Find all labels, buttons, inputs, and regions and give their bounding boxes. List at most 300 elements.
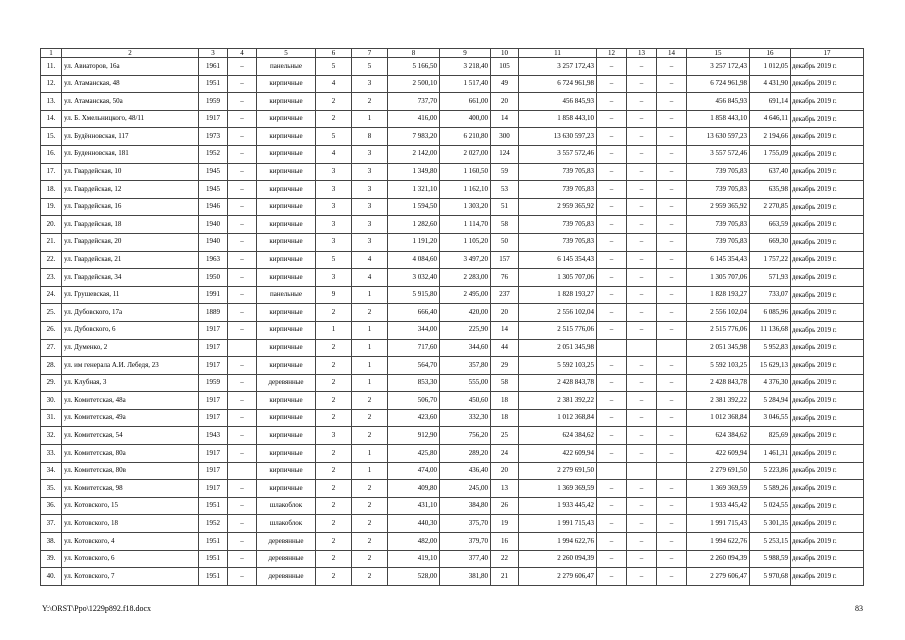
col-14-cell: – — [657, 409, 687, 427]
deadline-cell: декабрь 2019 г. — [791, 251, 864, 269]
header-row — [41, 49, 864, 58]
cost-per-sqm-cell: 5 223,86 — [750, 462, 791, 480]
col-13-cell: – — [627, 163, 657, 181]
entrances-cell: 5 — [352, 58, 388, 76]
col-4-cell: – — [228, 550, 257, 568]
floors-cell: 2 — [316, 304, 352, 322]
deadline-cell: декабрь 2019 г. — [791, 93, 864, 111]
wall-material-cell: кирпичные — [257, 93, 316, 111]
document-file-path: Y:\ORST\Ppo\1229p892.f18.docx — [42, 604, 152, 613]
col-14-cell — [657, 339, 687, 357]
entrances-cell: 1 — [352, 110, 388, 128]
wall-material-cell: кирпичные — [257, 321, 316, 339]
col-12-cell: – — [597, 163, 627, 181]
residents-cell: 14 — [491, 110, 519, 128]
year-built-cell: 1917 — [199, 445, 228, 463]
table-row — [41, 480, 864, 498]
col-12-cell: – — [597, 145, 627, 163]
col-4-cell: – — [228, 497, 257, 515]
row-number-cell: 29. — [41, 374, 62, 392]
wall-material-cell: кирпичные — [257, 339, 316, 357]
column-number-header: 12 — [597, 49, 627, 58]
address-cell: ул. Будённовская, 117 — [62, 128, 199, 146]
table-row — [41, 233, 864, 251]
year-built-cell: 1917 — [199, 357, 228, 375]
cost-col-15-cell: 739 705,83 — [687, 233, 750, 251]
wall-material-cell: кирпичные — [257, 110, 316, 128]
col-14-cell: – — [657, 233, 687, 251]
col-4-cell: – — [228, 445, 257, 463]
address-cell: ул. Комитетская, 98 — [62, 480, 199, 498]
floors-cell: 2 — [316, 409, 352, 427]
living-area-cell: 555,00 — [440, 374, 491, 392]
floors-cell: 2 — [316, 497, 352, 515]
table-row — [41, 251, 864, 269]
living-area-cell: 450,60 — [440, 392, 491, 410]
table-row — [41, 93, 864, 111]
col-14-cell: – — [657, 181, 687, 199]
deadline-cell: декабрь 2019 г. — [791, 497, 864, 515]
col-14-cell: – — [657, 427, 687, 445]
total-area-cell: 853,30 — [388, 374, 440, 392]
cost-per-sqm-cell: 3 046,55 — [750, 409, 791, 427]
cost-per-sqm-cell: 11 136,68 — [750, 321, 791, 339]
col-12-cell: – — [597, 75, 627, 93]
cost-per-sqm-cell: 733,07 — [750, 286, 791, 304]
col-4-cell: – — [228, 181, 257, 199]
cost-col-15-cell: 1 858 443,10 — [687, 110, 750, 128]
total-cost-cell: 1 991 715,43 — [519, 515, 597, 533]
cost-per-sqm-cell: 4 646,11 — [750, 110, 791, 128]
residents-cell: 44 — [491, 339, 519, 357]
cost-col-15-cell: 1 933 445,42 — [687, 497, 750, 515]
floors-cell: 3 — [316, 269, 352, 287]
floors-cell: 2 — [316, 445, 352, 463]
table-row — [41, 374, 864, 392]
address-cell: ул. Гвардейская, 34 — [62, 269, 199, 287]
cost-col-15-cell: 5 592 103,25 — [687, 357, 750, 375]
total-cost-cell: 456 845,93 — [519, 93, 597, 111]
deadline-cell: декабрь 2019 г. — [791, 462, 864, 480]
column-number-header: 17 — [791, 49, 864, 58]
col-12-cell — [597, 339, 627, 357]
residents-cell: 24 — [491, 445, 519, 463]
row-number-cell: 16. — [41, 145, 62, 163]
living-area-cell: 1 517,40 — [440, 75, 491, 93]
col-12-cell: – — [597, 304, 627, 322]
total-cost-cell: 3 557 572,46 — [519, 145, 597, 163]
floors-cell: 2 — [316, 374, 352, 392]
cost-per-sqm-cell: 5 952,83 — [750, 339, 791, 357]
col-12-cell: – — [597, 550, 627, 568]
cost-col-15-cell: 3 557 572,46 — [687, 145, 750, 163]
address-cell: ул. Б. Хмельницкого, 48/11 — [62, 110, 199, 128]
entrances-cell: 2 — [352, 550, 388, 568]
col-13-cell: – — [627, 58, 657, 76]
col-13-cell — [627, 462, 657, 480]
deadline-cell: декабрь 2019 г. — [791, 409, 864, 427]
page-number: 83 — [855, 604, 863, 613]
col-4-cell: – — [228, 75, 257, 93]
living-area-cell: 344,60 — [440, 339, 491, 357]
col-4-cell: – — [228, 374, 257, 392]
living-area-cell: 332,30 — [440, 409, 491, 427]
column-number-header: 15 — [687, 49, 750, 58]
col-13-cell: – — [627, 427, 657, 445]
residents-cell: 300 — [491, 128, 519, 146]
table-row — [41, 357, 864, 375]
total-cost-cell: 1 012 368,84 — [519, 409, 597, 427]
year-built-cell: 1952 — [199, 515, 228, 533]
col-13-cell: – — [627, 392, 657, 410]
col-4-cell: – — [228, 515, 257, 533]
floors-cell: 2 — [316, 550, 352, 568]
address-cell: ул. Атаманская, 48 — [62, 75, 199, 93]
residents-cell: 53 — [491, 181, 519, 199]
wall-material-cell: деревянные — [257, 374, 316, 392]
wall-material-cell: кирпичные — [257, 145, 316, 163]
year-built-cell: 1889 — [199, 304, 228, 322]
cost-per-sqm-cell: 635,98 — [750, 181, 791, 199]
col-12-cell: – — [597, 321, 627, 339]
address-cell: ул. Дубовского, 17а — [62, 304, 199, 322]
living-area-cell: 400,00 — [440, 110, 491, 128]
col-4-cell: – — [228, 198, 257, 216]
deadline-cell: декабрь 2019 г. — [791, 163, 864, 181]
wall-material-cell: кирпичные — [257, 251, 316, 269]
year-built-cell: 1959 — [199, 93, 228, 111]
deadline-cell: декабрь 2019 г. — [791, 480, 864, 498]
col-13-cell: – — [627, 445, 657, 463]
cost-col-15-cell: 1 828 193,27 — [687, 286, 750, 304]
cost-col-15-cell: 739 705,83 — [687, 216, 750, 234]
row-number-cell: 25. — [41, 304, 62, 322]
col-4-cell: – — [228, 269, 257, 287]
cost-col-15-cell: 2 959 365,92 — [687, 198, 750, 216]
col-4-cell: – — [228, 93, 257, 111]
total-cost-cell: 6 724 961,98 — [519, 75, 597, 93]
table-row — [41, 445, 864, 463]
cost-per-sqm-cell: 5 301,35 — [750, 515, 791, 533]
wall-material-cell: кирпичные — [257, 198, 316, 216]
living-area-cell: 1 303,20 — [440, 198, 491, 216]
cost-per-sqm-cell: 5 253,15 — [750, 533, 791, 551]
address-cell: ул. Комитетская, 54 — [62, 427, 199, 445]
cost-per-sqm-cell: 4 376,30 — [750, 374, 791, 392]
wall-material-cell: кирпичные — [257, 233, 316, 251]
residents-cell: 58 — [491, 216, 519, 234]
col-14-cell: – — [657, 357, 687, 375]
col-14-cell: – — [657, 269, 687, 287]
col-12-cell: – — [597, 480, 627, 498]
row-number-cell: 35. — [41, 480, 62, 498]
column-number-header: 8 — [388, 49, 440, 58]
total-cost-cell: 2 515 776,06 — [519, 321, 597, 339]
col-14-cell — [657, 462, 687, 480]
living-area-cell: 357,80 — [440, 357, 491, 375]
col-4-cell: – — [228, 286, 257, 304]
table-row — [41, 110, 864, 128]
deadline-cell: декабрь 2019 г. — [791, 550, 864, 568]
floors-cell: 9 — [316, 286, 352, 304]
year-built-cell: 1951 — [199, 497, 228, 515]
total-area-cell: 1 282,60 — [388, 216, 440, 234]
col-13-cell: – — [627, 568, 657, 586]
total-area-cell: 564,70 — [388, 357, 440, 375]
cost-per-sqm-cell: 1 757,22 — [750, 251, 791, 269]
cost-per-sqm-cell: 4 431,90 — [750, 75, 791, 93]
col-4-cell: – — [228, 251, 257, 269]
year-built-cell: 1917 — [199, 110, 228, 128]
address-cell: ул. Атаманская, 50а — [62, 93, 199, 111]
living-area-cell: 2 027,00 — [440, 145, 491, 163]
residents-cell: 19 — [491, 515, 519, 533]
residents-cell: 20 — [491, 93, 519, 111]
row-number-cell: 20. — [41, 216, 62, 234]
col-12-cell: – — [597, 445, 627, 463]
total-area-cell: 666,40 — [388, 304, 440, 322]
cost-per-sqm-cell: 5 284,94 — [750, 392, 791, 410]
address-cell: ул. Гвардейская, 20 — [62, 233, 199, 251]
living-area-cell: 436,40 — [440, 462, 491, 480]
cost-col-15-cell: 1 994 622,76 — [687, 533, 750, 551]
col-4-cell: – — [228, 216, 257, 234]
col-14-cell: – — [657, 216, 687, 234]
living-area-cell: 379,70 — [440, 533, 491, 551]
col-4-cell: – — [228, 163, 257, 181]
cost-col-15-cell: 2 279 691,50 — [687, 462, 750, 480]
total-area-cell: 440,30 — [388, 515, 440, 533]
year-built-cell: 1946 — [199, 198, 228, 216]
cost-per-sqm-cell: 1 755,09 — [750, 145, 791, 163]
floors-cell: 3 — [316, 181, 352, 199]
deadline-cell: декабрь 2019 г. — [791, 75, 864, 93]
year-built-cell: 1952 — [199, 145, 228, 163]
total-area-cell: 4 084,60 — [388, 251, 440, 269]
year-built-cell: 1917 — [199, 480, 228, 498]
wall-material-cell: деревянные — [257, 533, 316, 551]
wall-material-cell: деревянные — [257, 550, 316, 568]
entrances-cell: 2 — [352, 409, 388, 427]
living-area-cell: 1 105,20 — [440, 233, 491, 251]
address-cell: ул. Котовского, 7 — [62, 568, 199, 586]
total-area-cell: 737,70 — [388, 93, 440, 111]
total-cost-cell: 1 933 445,42 — [519, 497, 597, 515]
column-number-header: 2 — [62, 49, 199, 58]
col-13-cell: – — [627, 409, 657, 427]
living-area-cell: 245,00 — [440, 480, 491, 498]
total-area-cell: 344,00 — [388, 321, 440, 339]
col-14-cell: – — [657, 497, 687, 515]
entrances-cell: 1 — [352, 462, 388, 480]
floors-cell: 3 — [316, 233, 352, 251]
entrances-cell: 4 — [352, 269, 388, 287]
floors-cell: 3 — [316, 198, 352, 216]
table-row — [41, 128, 864, 146]
total-cost-cell: 422 609,94 — [519, 445, 597, 463]
living-area-cell: 381,80 — [440, 568, 491, 586]
entrances-cell: 3 — [352, 216, 388, 234]
residents-cell: 51 — [491, 198, 519, 216]
col-13-cell: – — [627, 515, 657, 533]
table-row — [41, 321, 864, 339]
table-row — [41, 145, 864, 163]
col-14-cell: – — [657, 321, 687, 339]
wall-material-cell: кирпичные — [257, 181, 316, 199]
entrances-cell: 1 — [352, 286, 388, 304]
total-area-cell: 1 321,10 — [388, 181, 440, 199]
table-row — [41, 550, 864, 568]
table-row — [41, 568, 864, 586]
row-number-cell: 39. — [41, 550, 62, 568]
year-built-cell: 1945 — [199, 181, 228, 199]
residents-cell: 13 — [491, 480, 519, 498]
col-4-cell: – — [228, 128, 257, 146]
col-12-cell: – — [597, 357, 627, 375]
year-built-cell: 1951 — [199, 533, 228, 551]
col-14-cell: – — [657, 445, 687, 463]
row-number-cell: 11. — [41, 58, 62, 76]
total-cost-cell: 739 705,83 — [519, 181, 597, 199]
total-cost-cell: 2 279 606,47 — [519, 568, 597, 586]
table-row — [41, 163, 864, 181]
year-built-cell: 1991 — [199, 286, 228, 304]
entrances-cell: 1 — [352, 445, 388, 463]
col-13-cell: – — [627, 286, 657, 304]
address-cell: ул. Дубовского, 6 — [62, 321, 199, 339]
total-cost-cell: 1 305 707,06 — [519, 269, 597, 287]
cost-col-15-cell: 456 845,93 — [687, 93, 750, 111]
col-13-cell: – — [627, 216, 657, 234]
wall-material-cell: кирпичные — [257, 216, 316, 234]
wall-material-cell: кирпичные — [257, 128, 316, 146]
total-area-cell: 2 500,10 — [388, 75, 440, 93]
table-row — [41, 339, 864, 357]
year-built-cell: 1940 — [199, 233, 228, 251]
total-cost-cell: 1 369 369,59 — [519, 480, 597, 498]
cost-per-sqm-cell: 15 629,13 — [750, 357, 791, 375]
residents-cell: 18 — [491, 409, 519, 427]
table-row — [41, 198, 864, 216]
cost-per-sqm-cell: 5 988,59 — [750, 550, 791, 568]
floors-cell: 2 — [316, 357, 352, 375]
wall-material-cell: шлакоблок — [257, 497, 316, 515]
total-cost-cell: 2 556 102,04 — [519, 304, 597, 322]
living-area-cell: 225,90 — [440, 321, 491, 339]
total-cost-cell: 1 994 622,76 — [519, 533, 597, 551]
cost-col-15-cell: 2 556 102,04 — [687, 304, 750, 322]
wall-material-cell: кирпичные — [257, 357, 316, 375]
address-cell: ул. Гвардейская, 16 — [62, 198, 199, 216]
col-13-cell: – — [627, 533, 657, 551]
table-row — [41, 409, 864, 427]
residents-cell: 14 — [491, 321, 519, 339]
year-built-cell: 1940 — [199, 216, 228, 234]
year-built-cell: 1943 — [199, 427, 228, 445]
total-cost-cell: 2 051 345,98 — [519, 339, 597, 357]
floors-cell: 5 — [316, 58, 352, 76]
col-12-cell: – — [597, 497, 627, 515]
col-14-cell: – — [657, 93, 687, 111]
address-cell: ул. Комитетская, 80в — [62, 462, 199, 480]
total-cost-cell: 2 381 392,22 — [519, 392, 597, 410]
entrances-cell: 2 — [352, 533, 388, 551]
living-area-cell: 384,80 — [440, 497, 491, 515]
residents-cell: 105 — [491, 58, 519, 76]
year-built-cell: 1950 — [199, 269, 228, 287]
wall-material-cell: кирпичные — [257, 480, 316, 498]
wall-material-cell: кирпичные — [257, 304, 316, 322]
cost-col-15-cell: 2 515 776,06 — [687, 321, 750, 339]
row-number-cell: 17. — [41, 163, 62, 181]
entrances-cell: 1 — [352, 357, 388, 375]
year-built-cell: 1961 — [199, 58, 228, 76]
floors-cell: 2 — [316, 339, 352, 357]
col-4-cell: – — [228, 58, 257, 76]
total-area-cell: 1 594,50 — [388, 198, 440, 216]
wall-material-cell: панельные — [257, 58, 316, 76]
deadline-cell: декабрь 2019 г. — [791, 568, 864, 586]
entrances-cell: 1 — [352, 321, 388, 339]
deadline-cell: декабрь 2019 г. — [791, 321, 864, 339]
residents-cell: 25 — [491, 427, 519, 445]
col-4-cell: – — [228, 480, 257, 498]
deadline-cell: декабрь 2019 г. — [791, 339, 864, 357]
row-number-cell: 33. — [41, 445, 62, 463]
year-built-cell: 1917 — [199, 392, 228, 410]
entrances-cell: 3 — [352, 75, 388, 93]
deadline-cell: декабрь 2019 г. — [791, 392, 864, 410]
year-built-cell: 1973 — [199, 128, 228, 146]
col-12-cell: – — [597, 269, 627, 287]
address-cell: ул. Думенко, 2 — [62, 339, 199, 357]
col-12-cell: – — [597, 409, 627, 427]
entrances-cell: 2 — [352, 480, 388, 498]
residents-cell: 50 — [491, 233, 519, 251]
col-4-cell: – — [228, 568, 257, 586]
col-12-cell: – — [597, 515, 627, 533]
floors-cell: 5 — [316, 251, 352, 269]
cost-per-sqm-cell: 2 194,66 — [750, 128, 791, 146]
entrances-cell: 2 — [352, 93, 388, 111]
row-number-cell: 12. — [41, 75, 62, 93]
col-13-cell: – — [627, 269, 657, 287]
living-area-cell: 1 162,10 — [440, 181, 491, 199]
floors-cell: 1 — [316, 321, 352, 339]
total-area-cell: 3 032,40 — [388, 269, 440, 287]
col-4-cell — [228, 462, 257, 480]
cost-col-15-cell: 6 724 961,98 — [687, 75, 750, 93]
wall-material-cell: кирпичные — [257, 75, 316, 93]
cost-per-sqm-cell: 691,14 — [750, 93, 791, 111]
living-area-cell: 1 114,70 — [440, 216, 491, 234]
col-13-cell: – — [627, 251, 657, 269]
total-area-cell: 1 191,20 — [388, 233, 440, 251]
residents-cell: 29 — [491, 357, 519, 375]
address-cell: ул. Котовского, 6 — [62, 550, 199, 568]
wall-material-cell: кирпичные — [257, 163, 316, 181]
floors-cell: 2 — [316, 568, 352, 586]
floors-cell: 2 — [316, 533, 352, 551]
row-number-cell: 14. — [41, 110, 62, 128]
col-4-cell: – — [228, 427, 257, 445]
address-cell: ул. Грушевская, 11 — [62, 286, 199, 304]
col-14-cell: – — [657, 128, 687, 146]
floors-cell: 2 — [316, 110, 352, 128]
table-row — [41, 75, 864, 93]
living-area-cell: 289,20 — [440, 445, 491, 463]
residents-cell: 20 — [491, 304, 519, 322]
